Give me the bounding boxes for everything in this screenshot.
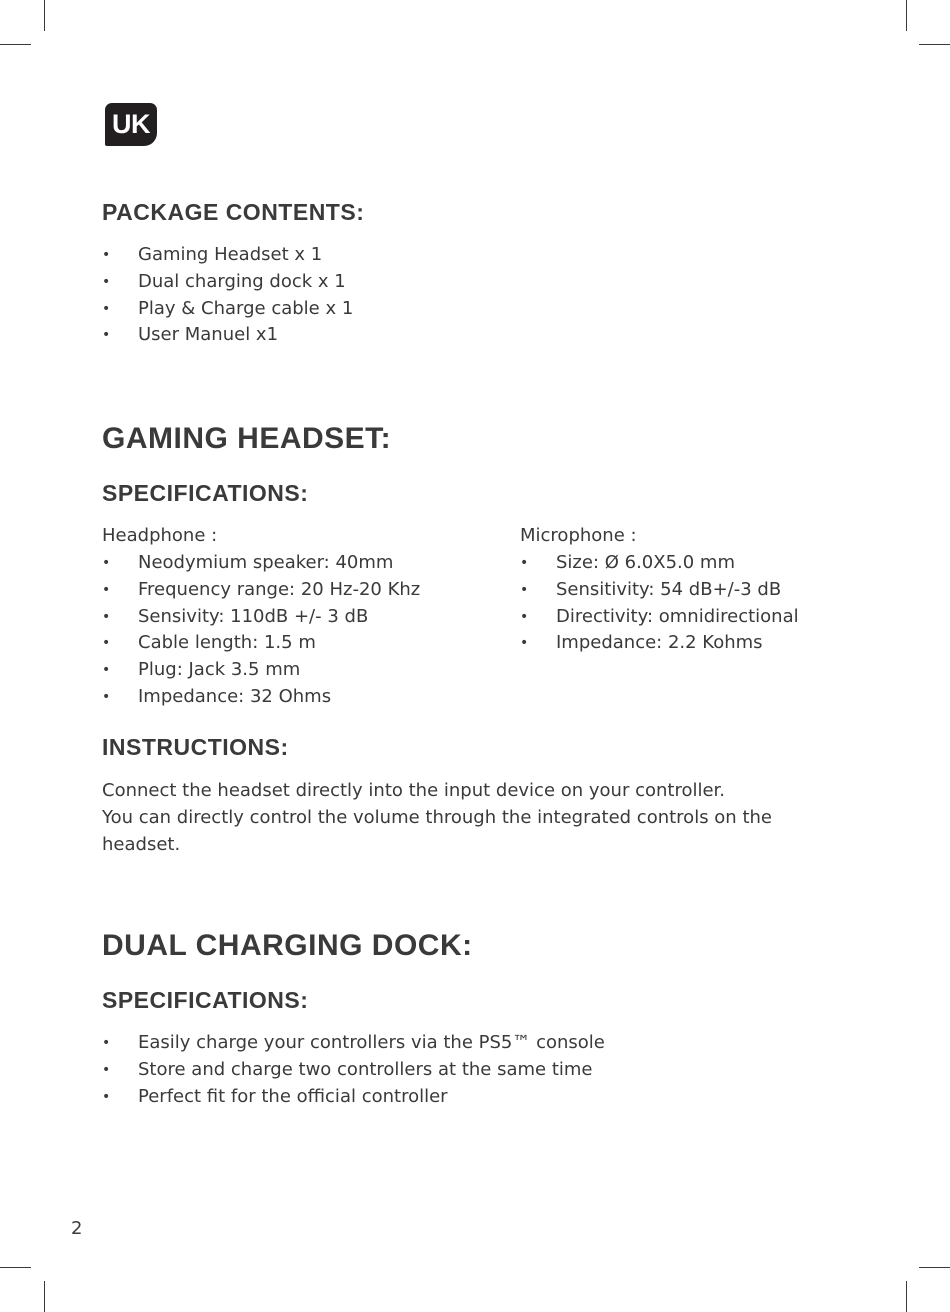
instructions-line-2: You can directly control the volume through the integrated controls on the headset.	[102, 807, 772, 855]
crop-mark-bottom-right	[906, 1281, 907, 1312]
headphone-spec-list	[102, 550, 420, 711]
crop-mark-top-right	[906, 0, 907, 31]
dock-spec-list	[102, 1030, 605, 1110]
crop-mark-top-left	[0, 44, 31, 45]
gaming-headset-heading: GAMING HEADSET:	[102, 422, 392, 455]
package-contents-list	[102, 242, 353, 349]
headphone-label: Headphone :	[102, 525, 218, 546]
instructions-text	[102, 777, 842, 858]
list-item: • Sensivity: 110dB +/- 3 dB	[102, 604, 420, 631]
language-badge: UK	[105, 103, 157, 146]
list-item: • Frequency range: 20 Hz-20 Khz	[102, 577, 420, 604]
list-item: • Size: Ø 6.0X5.0 mm	[520, 550, 799, 577]
list-item: • Easily charge your controllers via the PS5™ console	[102, 1030, 605, 1057]
list-item: • Store and charge two controllers at the same time	[102, 1057, 605, 1084]
crop-mark-bottom-left	[44, 1281, 45, 1312]
instructions-heading: INSTRUCTIONS:	[102, 734, 289, 760]
list-item: • Impedance: 32 Ohms	[102, 684, 420, 711]
list-item: • Impedance: 2.2 Kohms	[520, 630, 799, 657]
dual-charging-dock-heading: DUAL CHARGING DOCK:	[102, 929, 473, 962]
microphone-spec-list	[520, 550, 799, 657]
list-item: • Perfect fit for the official controller	[102, 1084, 605, 1111]
list-item: • Cable length: 1.5 m	[102, 630, 420, 657]
crop-mark-bottom-left	[0, 1267, 31, 1268]
list-item: • Sensitivity: 54 dB+/-3 dB	[520, 577, 799, 604]
microphone-label: Microphone :	[520, 525, 637, 546]
dock-specifications-heading: SPECIFICATIONS:	[102, 987, 309, 1013]
list-item: • Dual charging dock x 1	[102, 269, 353, 296]
list-item: • User Manuel x1	[102, 322, 353, 349]
crop-mark-top-right	[919, 44, 950, 45]
list-item: • Gaming Headset x 1	[102, 242, 353, 269]
package-contents-heading: PACKAGE CONTENTS:	[102, 199, 365, 225]
instructions-line-1: Connect the headset directly into the input device on your controller.	[102, 780, 726, 801]
crop-mark-top-left	[44, 0, 45, 31]
headset-specifications-heading: SPECIFICATIONS:	[102, 480, 309, 506]
list-item: • Directivity: omnidirectional	[520, 604, 799, 631]
list-item: • Play & Charge cable x 1	[102, 296, 353, 323]
list-item: • Neodymium speaker: 40mm	[102, 550, 420, 577]
list-item: • Plug: Jack 3.5 mm	[102, 657, 420, 684]
page-number: 2	[71, 1218, 83, 1239]
crop-mark-bottom-right	[919, 1267, 950, 1268]
